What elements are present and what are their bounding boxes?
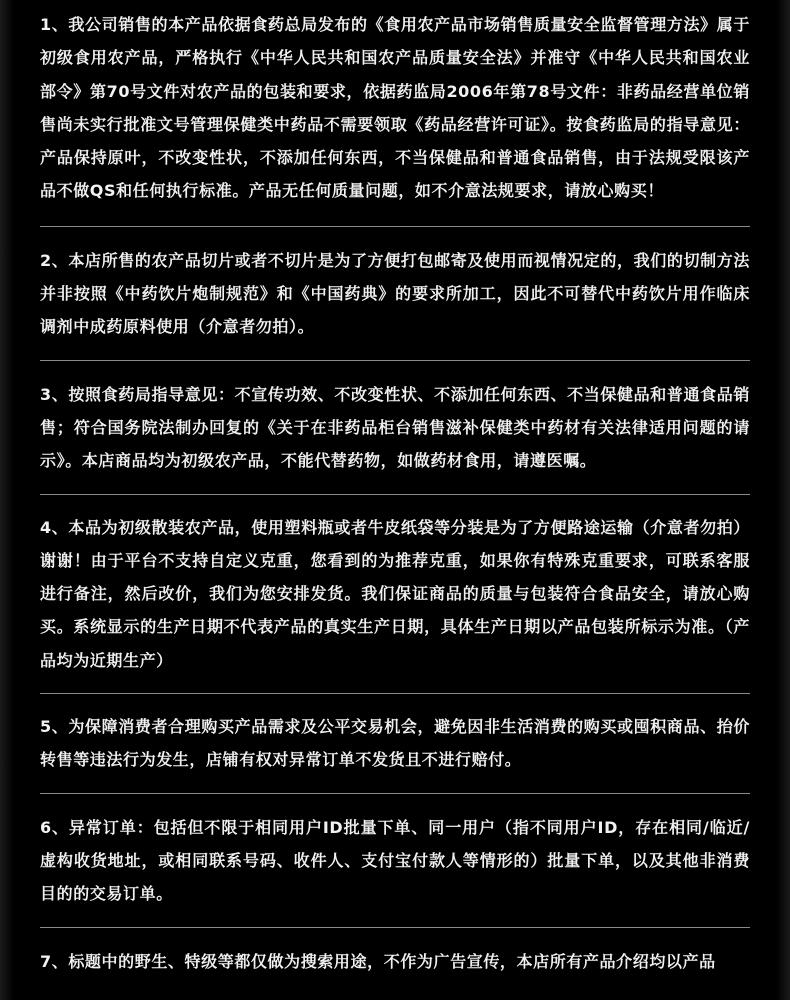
notice-item-3: 3、按照食药局指导意见：不宣传功效、不改变性状、不添加任何东西、不当保健品和普通食品销售；符合国务院法制办回复的《关于在非药品柜台销售滋补保健类中药材有关法律适用问题的请示》。本店商品均为初级农产品，不能代替药物，如做药材食用，请遵医嘱。: [40, 384, 750, 471]
notice-list: [40, 0, 750, 978]
notice-item-5: 5、为保障消费者合理购买产品需求及公平交易机会，避免因非生活消费的购买或囤积商品、抬价转售等违法行为发生，店铺有权对异常订单不发货且不进行赔付。: [40, 717, 750, 770]
notice-item-2: 2、本店所售的农产品切片或者不切片是为了方便打包邮寄及使用而视情况定的，我们的切制方法并非按照《中药饮片炮制规范》和《中国药典》的要求所加工，因此不可替代中药饮片用作临床调剂中成药原料使用（介意者勿拍）。: [40, 250, 750, 337]
right-edge-shade: [776, 0, 790, 1000]
notice-item-4: 4、本品为初级散装农产品，使用塑料瓶或者牛皮纸袋等分装是为了方便路途运输（介意者勿拍）谢谢！由于平台不支持自定义克重，您看到的为推荐克重，如果你有特殊克重要求，可联系客服进行备注，然后改价，我们为您安排发货。我们保证商品的质量与包装符合食品安全，请放心购买。系统显示的生产日期不代表产品的真实生产日期，具体生产日期以产品包装所标示为准。（产品均为近期生产）: [40, 517, 750, 670]
notice-item-6: 6、异常订单：包括但不限于相同用户ID批量下单、同一用户（指不同用户ID，存在相同/临近/虚构收货地址，或相同联系号码、收件人、支付宝付款人等情形的）批量下单，以及其他非消费目的的交易订单。: [40, 817, 750, 904]
notice-item-7: 7、标题中的野生、特级等都仅做为搜索用途，不作为广告宣传，本店所有产品介绍均以产品: [40, 951, 716, 971]
notice-item-1: 1、我公司销售的本产品依据食药总局发布的《食用农产品市场销售质量安全监督管理方法》属于初级食用农产品，严格执行《中华人民共和国农产品质量安全法》并准守《中华人民共和国农业部令》第70号文件对农产品的包装和要求，依据药监局2006年第78号文件：非药品经营单位销售尚未实行批准文号管理保健类中药品不需要领取《药品经营许可证》。按食药监局的指导意见：产品保持原叶，不改变性状，不添加任何东西，不当保健品和普通食品销售，由于法规受限该产品不做QS和任何执行标准。产品无任何质量问题，如不介意法规要求，请放心购买！: [40, 15, 750, 201]
left-edge-shade: [0, 0, 14, 1000]
